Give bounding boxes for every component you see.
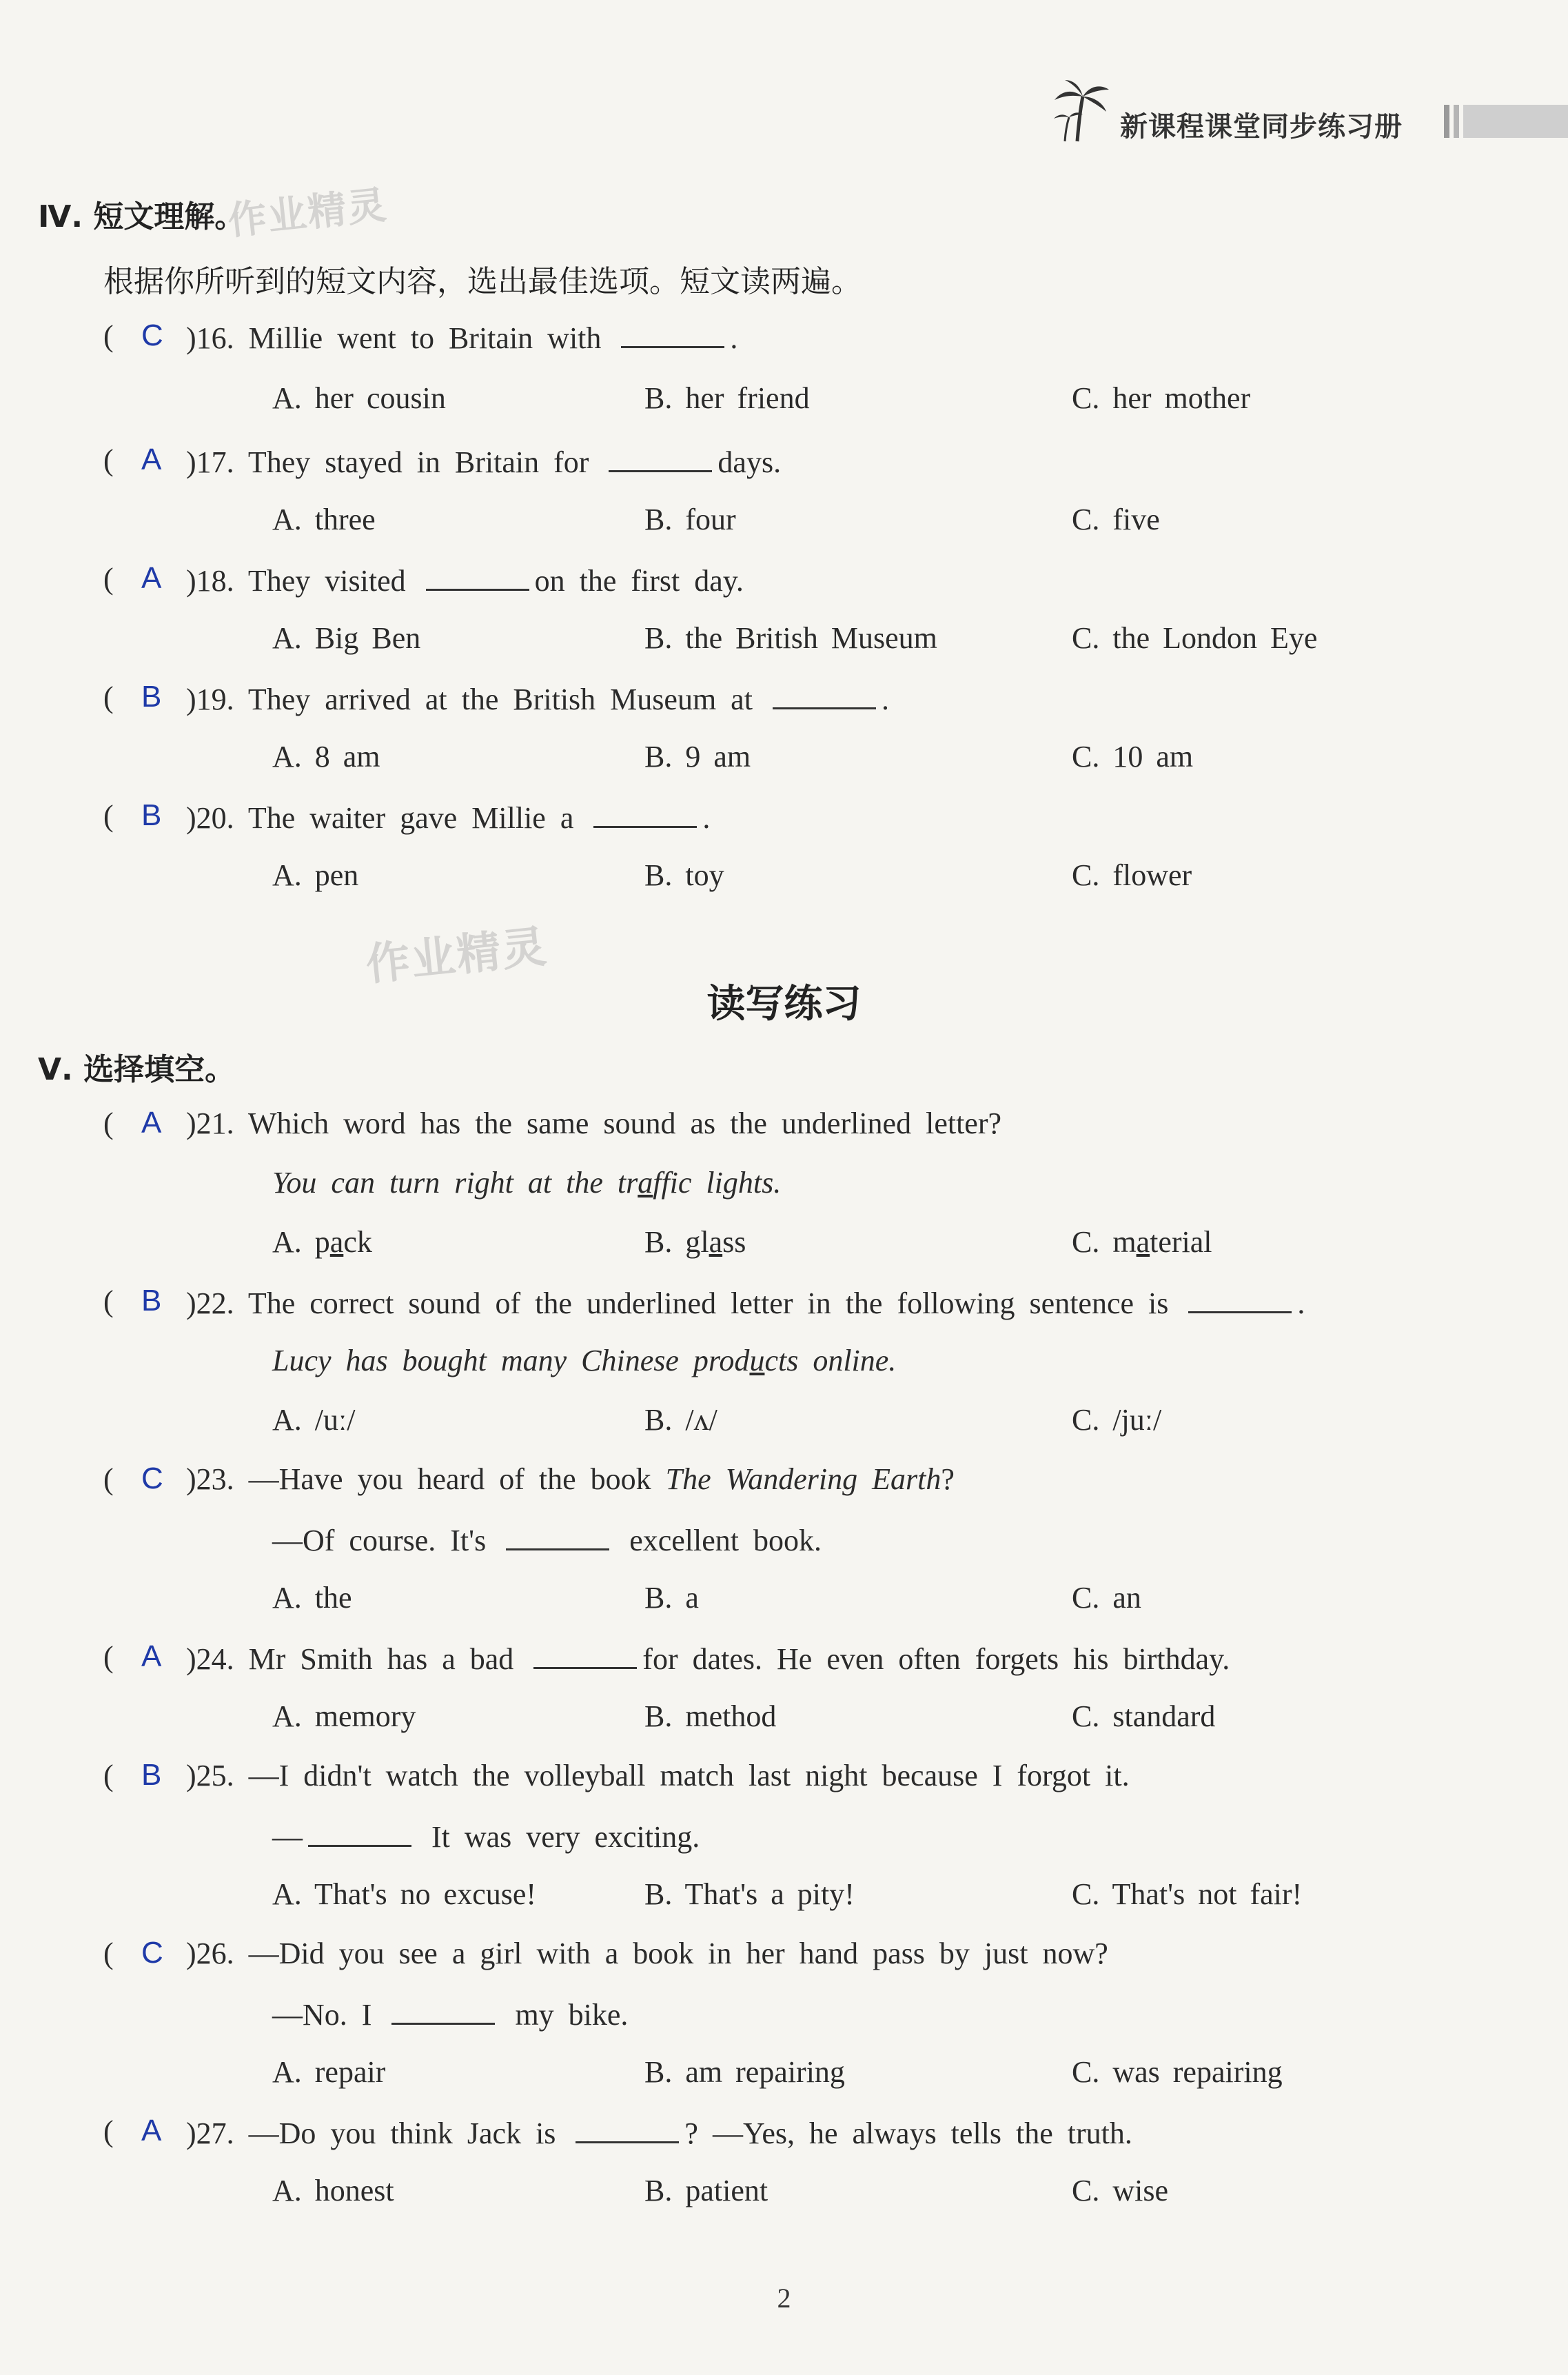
option-b: B. the British Museum <box>644 621 937 655</box>
option-a: A. memory <box>272 1699 416 1733</box>
option-b: B. /ʌ/ <box>644 1403 717 1437</box>
option-b: B. four <box>644 503 736 536</box>
paren: ( <box>103 319 114 353</box>
watermark: 作业精灵 <box>225 183 390 244</box>
page-header <box>1044 69 1568 152</box>
answer-16: C <box>141 319 163 352</box>
question-21-text: )21. Which word has the same sound as the underlined letter? <box>186 1106 1002 1140</box>
answer-17: A <box>141 443 162 476</box>
answer-23: C <box>141 1462 163 1495</box>
option-a: A. /uː/ <box>272 1403 356 1437</box>
answer-22: B <box>141 1284 162 1317</box>
option-c: C. flower <box>1072 858 1192 892</box>
question-26-reply: —No. I my bike. <box>272 1995 628 2032</box>
answer-20: B <box>141 798 162 832</box>
option-b: B. method <box>644 1699 777 1733</box>
answer-blank[interactable] <box>533 1639 637 1669</box>
question-26-text: )26. —Did you see a girl with a book in her hand pass by just now? <box>186 1937 1108 1970</box>
question-21-sentence: You can turn right at the traffic lights. <box>272 1166 782 1200</box>
question-17-text: )17. They stayed in Britain for days. <box>186 443 781 480</box>
option-a: A. repair <box>272 2055 386 2089</box>
option-c: C. wise <box>1072 2174 1168 2207</box>
option-b: B. glass <box>644 1225 746 1259</box>
option-c: C. 10 am <box>1072 740 1194 774</box>
option-b: B. a <box>644 1581 699 1615</box>
question-19-text: )19. They arrived at the British Museum at . <box>186 680 889 717</box>
option-b: B. That's a pity! <box>644 1877 855 1911</box>
option-b: B. her friend <box>644 381 810 415</box>
answer-24: A <box>141 1639 162 1673</box>
option-a: A. pen <box>272 858 359 892</box>
answer-blank[interactable] <box>1188 1284 1292 1313</box>
header-bar <box>1444 105 1568 138</box>
option-c: C. the London Eye <box>1072 621 1318 655</box>
answer-blank[interactable] <box>773 680 876 709</box>
option-c: C. /juː/ <box>1072 1403 1162 1437</box>
answer-blank[interactable] <box>391 1995 495 2025</box>
option-a: A. honest <box>272 2174 394 2207</box>
option-c: C. five <box>1072 503 1160 536</box>
question-25-reply: — It was very exciting. <box>272 1817 700 1854</box>
option-c: C. material <box>1072 1225 1212 1259</box>
option-c: C. standard <box>1072 1699 1216 1733</box>
option-c: C. That's not fair! <box>1072 1877 1303 1911</box>
option-b: B. 9 am <box>644 740 751 774</box>
watermark: 作业精灵 <box>363 921 550 991</box>
part-title: 读写练习 <box>706 982 862 1027</box>
answer-blank[interactable] <box>576 2114 679 2143</box>
answer-blank[interactable] <box>426 561 529 591</box>
option-c: C. an <box>1072 1581 1141 1615</box>
answer-18: A <box>141 561 162 595</box>
section-5-title: Ⅴ. 选择填空。 <box>38 1052 236 1087</box>
answer-blank[interactable] <box>593 798 697 828</box>
question-25-text: )25. —I didn't watch the volleyball match last night because I forgot it. <box>186 1759 1130 1792</box>
option-a: A. That's no excuse! <box>272 1877 537 1911</box>
question-27-text: )27. —Do you think Jack is ? —Yes, he always tells the truth. <box>186 2114 1132 2151</box>
section-4-instruction: 根据你所听到的短文内容，选出最佳选项。短文读两遍。 <box>103 264 862 299</box>
answer-blank[interactable] <box>621 319 724 348</box>
option-b: B. am repairing <box>644 2055 845 2089</box>
question-22-sentence: Lucy has bought many Chinese products online. <box>272 1344 897 1377</box>
option-c: C. was repairing <box>1072 2055 1283 2089</box>
option-a: A. Big Ben <box>272 621 421 655</box>
question-16-text: )16. Millie went to Britain with . <box>186 319 737 356</box>
option-b: B. toy <box>644 858 724 892</box>
answer-27: A <box>141 2114 162 2147</box>
option-a: A. 8 am <box>272 740 380 774</box>
option-a: A. the <box>272 1581 352 1615</box>
question-23-text: )23. —Have you heard of the book The Wandering Earth? <box>186 1462 955 1496</box>
page-number: 2 <box>777 2283 791 2314</box>
question-23-reply: —Of course. It's excellent book. <box>272 1521 822 1558</box>
header-title: 新课程课堂同步练习册 <box>1120 111 1403 143</box>
question-18-text: )18. They visited on the first day. <box>186 561 744 598</box>
section-4-title: Ⅳ. 短文理解。 <box>38 199 245 234</box>
answer-21: A <box>141 1106 162 1140</box>
answer-blank[interactable] <box>609 443 712 472</box>
question-20-text: )20. The waiter gave Millie a . <box>186 798 710 836</box>
option-b: B. patient <box>644 2174 768 2207</box>
answer-26: C <box>141 1936 163 1970</box>
option-a: A. pack <box>272 1225 372 1259</box>
option-c: C. her mother <box>1072 381 1251 415</box>
palm-tree-icon <box>1044 76 1113 145</box>
answer-blank[interactable] <box>506 1521 609 1550</box>
answer-19: B <box>141 680 162 714</box>
question-22-text: )22. The correct sound of the underlined letter in the following sentence is . <box>186 1284 1305 1321</box>
question-24-text: )24. Mr Smith has a bad for dates. He even often forgets his birthday. <box>186 1639 1230 1677</box>
option-a: A. three <box>272 503 376 536</box>
answer-blank[interactable] <box>308 1817 411 1847</box>
answer-25: B <box>141 1758 162 1792</box>
option-a: A. her cousin <box>272 381 446 415</box>
